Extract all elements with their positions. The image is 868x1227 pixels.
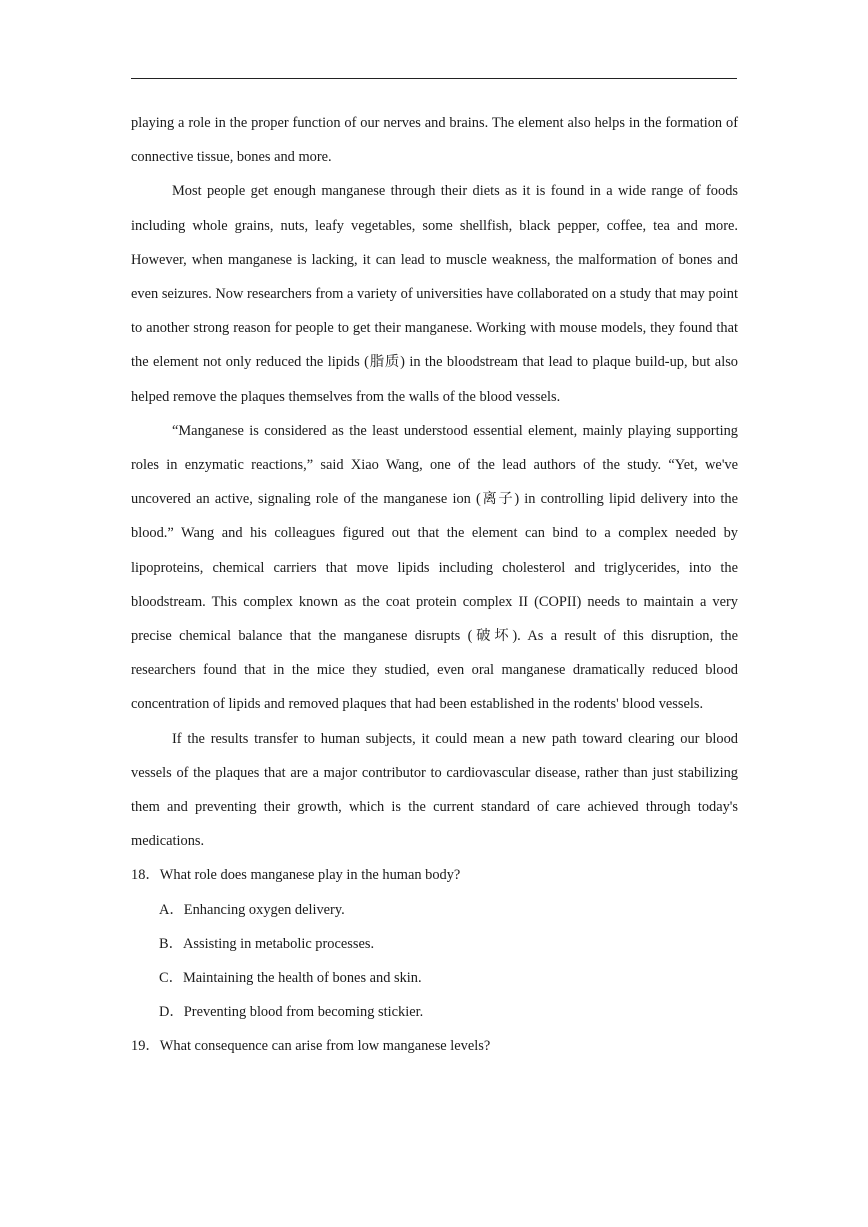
option-text: Enhancing oxygen delivery. bbox=[183, 901, 345, 918]
option-letter: B． bbox=[159, 935, 183, 952]
question-19 bbox=[131, 1029, 738, 1063]
question-18 bbox=[131, 858, 738, 1029]
question-text: What consequence can arise from low manganese levels? bbox=[159, 1038, 491, 1055]
option-letter: D． bbox=[159, 1004, 184, 1021]
question-number: 18． bbox=[131, 867, 160, 884]
passage-paragraph-2: Most people get enough manganese through their diets as it is found in a wide range of foods including whole grains, nuts, leafy vegetables, some shellfish, black pepper, coffee, tea and more. However, when manganese is lacking, it can lead to muscle weakness, the malformation of bones and even seizures. Now researchers from a variety of universities have collaborated on a study that may point to another strong reason for people to get their manganese. Working with mouse models, they found that the element not only reduced the lipids (脂质) in the bloodstream that lead to plaque build-up, but also helped remove the plaques themselves from the walls of the blood vessels. bbox=[131, 183, 738, 405]
passage-paragraph-1: playing a role in the proper function of our nerves and brains. The element also helps in the formation of connective tissue, bones and more. bbox=[131, 115, 738, 166]
option-text: Maintaining the health of bones and skin. bbox=[183, 970, 422, 987]
passage-paragraph-3: “Manganese is considered as the least understood essential element, mainly playing supporting roles in enzymatic reactions,” said Xiao Wang, one of the lead authors of the study. “Yet, we've uncovered an active, signaling role of the manganese ion (离子) in controlling lipid delivery into the blood.” Wang and his colleagues figured out that the element can bind to a complex needed by lipoproteins, chemical carriers that move lipids including cholesterol and triglycerides, into the bloodstream. This complex known as the coat protein complex II (COPII) needs to maintain a very precise chemical balance that the manganese disrupts (破坏). As a result of this disruption, the researchers found that in the mice they studied, even oral manganese dramatically reduced blood concentration of lipids and removed plaques that had been established in the rodents' blood vessels. bbox=[131, 422, 738, 713]
option-text: Preventing blood from becoming stickier. bbox=[183, 1004, 424, 1021]
option-c[interactable] bbox=[131, 961, 738, 995]
option-text: Assisting in metabolic processes. bbox=[183, 935, 375, 952]
header-rule bbox=[131, 78, 737, 79]
passage-paragraph-4: If the results transfer to human subjects, it could mean a new path toward clearing our blood vessels of the plaques that are a major contributor to cardiovascular disease, rather than just stabilizing them and preventing their growth, which is the current standard of care achieved through today's medications. bbox=[131, 730, 738, 850]
question-number: 19． bbox=[131, 1038, 160, 1055]
option-letter: C． bbox=[159, 970, 183, 987]
question-stem bbox=[131, 858, 738, 892]
option-b[interactable] bbox=[131, 927, 738, 961]
question-stem bbox=[131, 1029, 738, 1063]
page-content bbox=[131, 106, 738, 1064]
answer-options bbox=[131, 893, 738, 1030]
option-d[interactable] bbox=[131, 995, 738, 1029]
option-letter: A． bbox=[159, 901, 184, 918]
option-a[interactable] bbox=[131, 893, 738, 927]
question-text: What role does manganese play in the human body? bbox=[159, 867, 461, 884]
